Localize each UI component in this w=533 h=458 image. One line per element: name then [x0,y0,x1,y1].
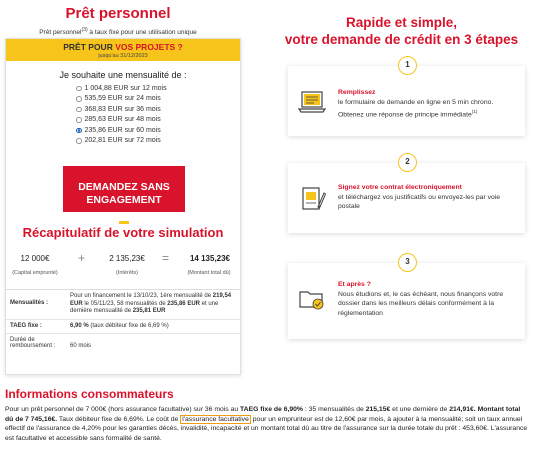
steps-title [270,14,533,48]
step-description: le formulaire de demande en ligne en 5 min chrono. Obtenez une réponse de principe immédiate [338,98,494,119]
step-number: 1 [398,56,417,75]
plus-sign: + [78,251,86,265]
step-number: 3 [398,253,417,272]
step-description: Nous étudions et, le cas échéant, nous finançons votre dossier dans les meilleurs délais conformément à la réglementation [338,290,504,317]
first-payment: 219,54 EUR [70,293,232,307]
info-text: Taux débiteur fixe de 6,69%. Le coût de [57,415,181,423]
capital-value: 12 000€ [20,254,50,263]
footnote-ref[interactable]: (3) [81,27,88,33]
steps-title-line2: votre demande de crédit en 3 étapes [284,32,519,47]
step-number: 2 [398,153,417,172]
option-label[interactable]: 368,83 EUR sur 36 mois [84,105,161,113]
info-text: : 35 mensualités de [302,406,366,413]
monthly-option-selected[interactable] [76,125,167,136]
monthly-title: Je souhaite une mensualité de : [59,70,187,80]
monthly-option[interactable] [76,83,167,94]
duration-label: Durée de remboursement : [10,337,56,349]
info-text: Pour un prêt personnel de 7 000€ (hors assurance facultative) sur 36 mois au [5,406,241,413]
folder-check-icon [298,287,326,311]
radio-button-selected[interactable] [76,128,82,134]
last-payment: 235,81 EUR [132,308,166,314]
taeg-note: (taux débiteur fixe de 6,69 %) [88,322,169,329]
monthly-detail [68,290,240,319]
taeg-label: TAEG fixe : [10,322,42,329]
promo-title-text: PRÊT POUR [63,42,116,52]
monthly-option[interactable] [76,104,167,115]
info-text: pour un emprunteur est de 12,60€ par mois, à ajouter à la mensualité; soit un taux annuel effectif de l'assurance de 4,20% pour les garanties décès, invalidité, incapacité et un montant total dû au titre de l'assurance sur la durée totale du prêt : 453,60€. L'assurance est facultative et accessible sans formalité de santé. [5,415,528,442]
info-bold: TAEG fixe de 6,90% [240,406,303,413]
info-bold: 214,91€. Montant total dû de 7 745,16€. [5,406,521,423]
step-description: et téléchargez vos justificatifs ou envoyez-les par voie postale [338,193,501,210]
info-text: et une dernière de [390,406,450,413]
option-label[interactable]: 535,59 EUR sur 24 mois [84,95,161,103]
duration-value: 60 mois [70,343,92,349]
equals-sign: = [162,251,170,265]
loan-details-table [6,289,240,354]
step-lead: Remplissez [338,89,376,96]
interest-label: (Intérêts) [115,270,138,276]
step-card-1 [288,60,525,136]
section-divider [119,221,129,224]
step-text [338,183,518,212]
detail-text: le 05/11/23, 58 mensualités de [82,300,168,307]
promo-title-highlight: VOS PROJETS ? [115,42,183,52]
document-sign-icon [298,187,326,211]
option-label[interactable]: 202,81 EUR sur 72 mois [84,137,161,145]
step-card-3 [288,257,525,339]
laptop-form-icon [298,90,326,114]
radio-button[interactable] [76,117,82,123]
footnote-ref[interactable]: (1) [471,109,478,114]
info-paragraph [5,405,529,443]
simulation-card [5,38,241,375]
subtitle-text: Prêt personnel [39,29,82,37]
detail-text: et une dernière mensualité de [70,300,219,314]
detail-text: Pour un financement le 13/10/23, 1ère mensualité de [70,293,213,299]
monthly-label: Mensualités : [10,300,49,306]
step-lead: Et après ? [338,281,371,288]
option-label[interactable]: 285,63 EUR sur 48 mois [84,116,161,124]
page-subtitle [0,27,236,36]
page-title: Prêt personnel [65,5,171,22]
taeg-value: 6,90 % [70,322,89,329]
details-row [6,290,240,320]
total-value: 14 135,23€ [189,254,231,263]
taeg-detail [68,320,240,334]
insurance-link[interactable]: l'assurance facultative [182,415,249,423]
promo-banner [6,39,240,61]
info-title: Informations consommateurs [5,387,174,401]
monthly-option[interactable] [76,115,167,126]
monthly-option[interactable] [76,136,167,147]
step-lead: Signez votre contrat électroniquement [338,184,462,191]
regular-payment: 235,86 EUR [167,300,200,307]
promo-date: jusqu'au 31/12/2023 [98,53,148,59]
total-label: (Montant total dû) [187,270,231,276]
step-text [338,88,518,120]
monthly-option[interactable] [76,94,167,105]
radio-button[interactable] [76,107,82,113]
subtitle-text-post: à taux fixe pour une utilisation unique [87,29,197,37]
steps-title-line1: Rapide et simple, [345,15,458,30]
interest-value: 2 135,23€ [109,254,145,263]
apply-button-line2[interactable]: ENGAGEMENT [86,193,162,206]
apply-button-line1[interactable]: DEMANDEZ SANS [78,180,170,193]
info-bold: 215,15€ [365,406,391,413]
promo-title [6,42,240,52]
apply-button[interactable] [63,166,185,212]
radio-button[interactable] [76,138,82,144]
option-label[interactable]: 1 004,88 EUR sur 12 mois [84,84,167,92]
monthly-options [76,83,167,146]
capital-label: (Capital emprunté) [12,270,58,276]
details-row [6,334,240,354]
recap-title: Récapitulatif de votre simulation [22,225,224,240]
radio-button[interactable] [76,86,82,92]
step-card-2 [288,157,525,233]
step-text [338,280,518,318]
radio-button[interactable] [76,96,82,102]
option-label[interactable]: 235,86 EUR sur 60 mois [84,126,161,134]
details-row [6,320,240,335]
